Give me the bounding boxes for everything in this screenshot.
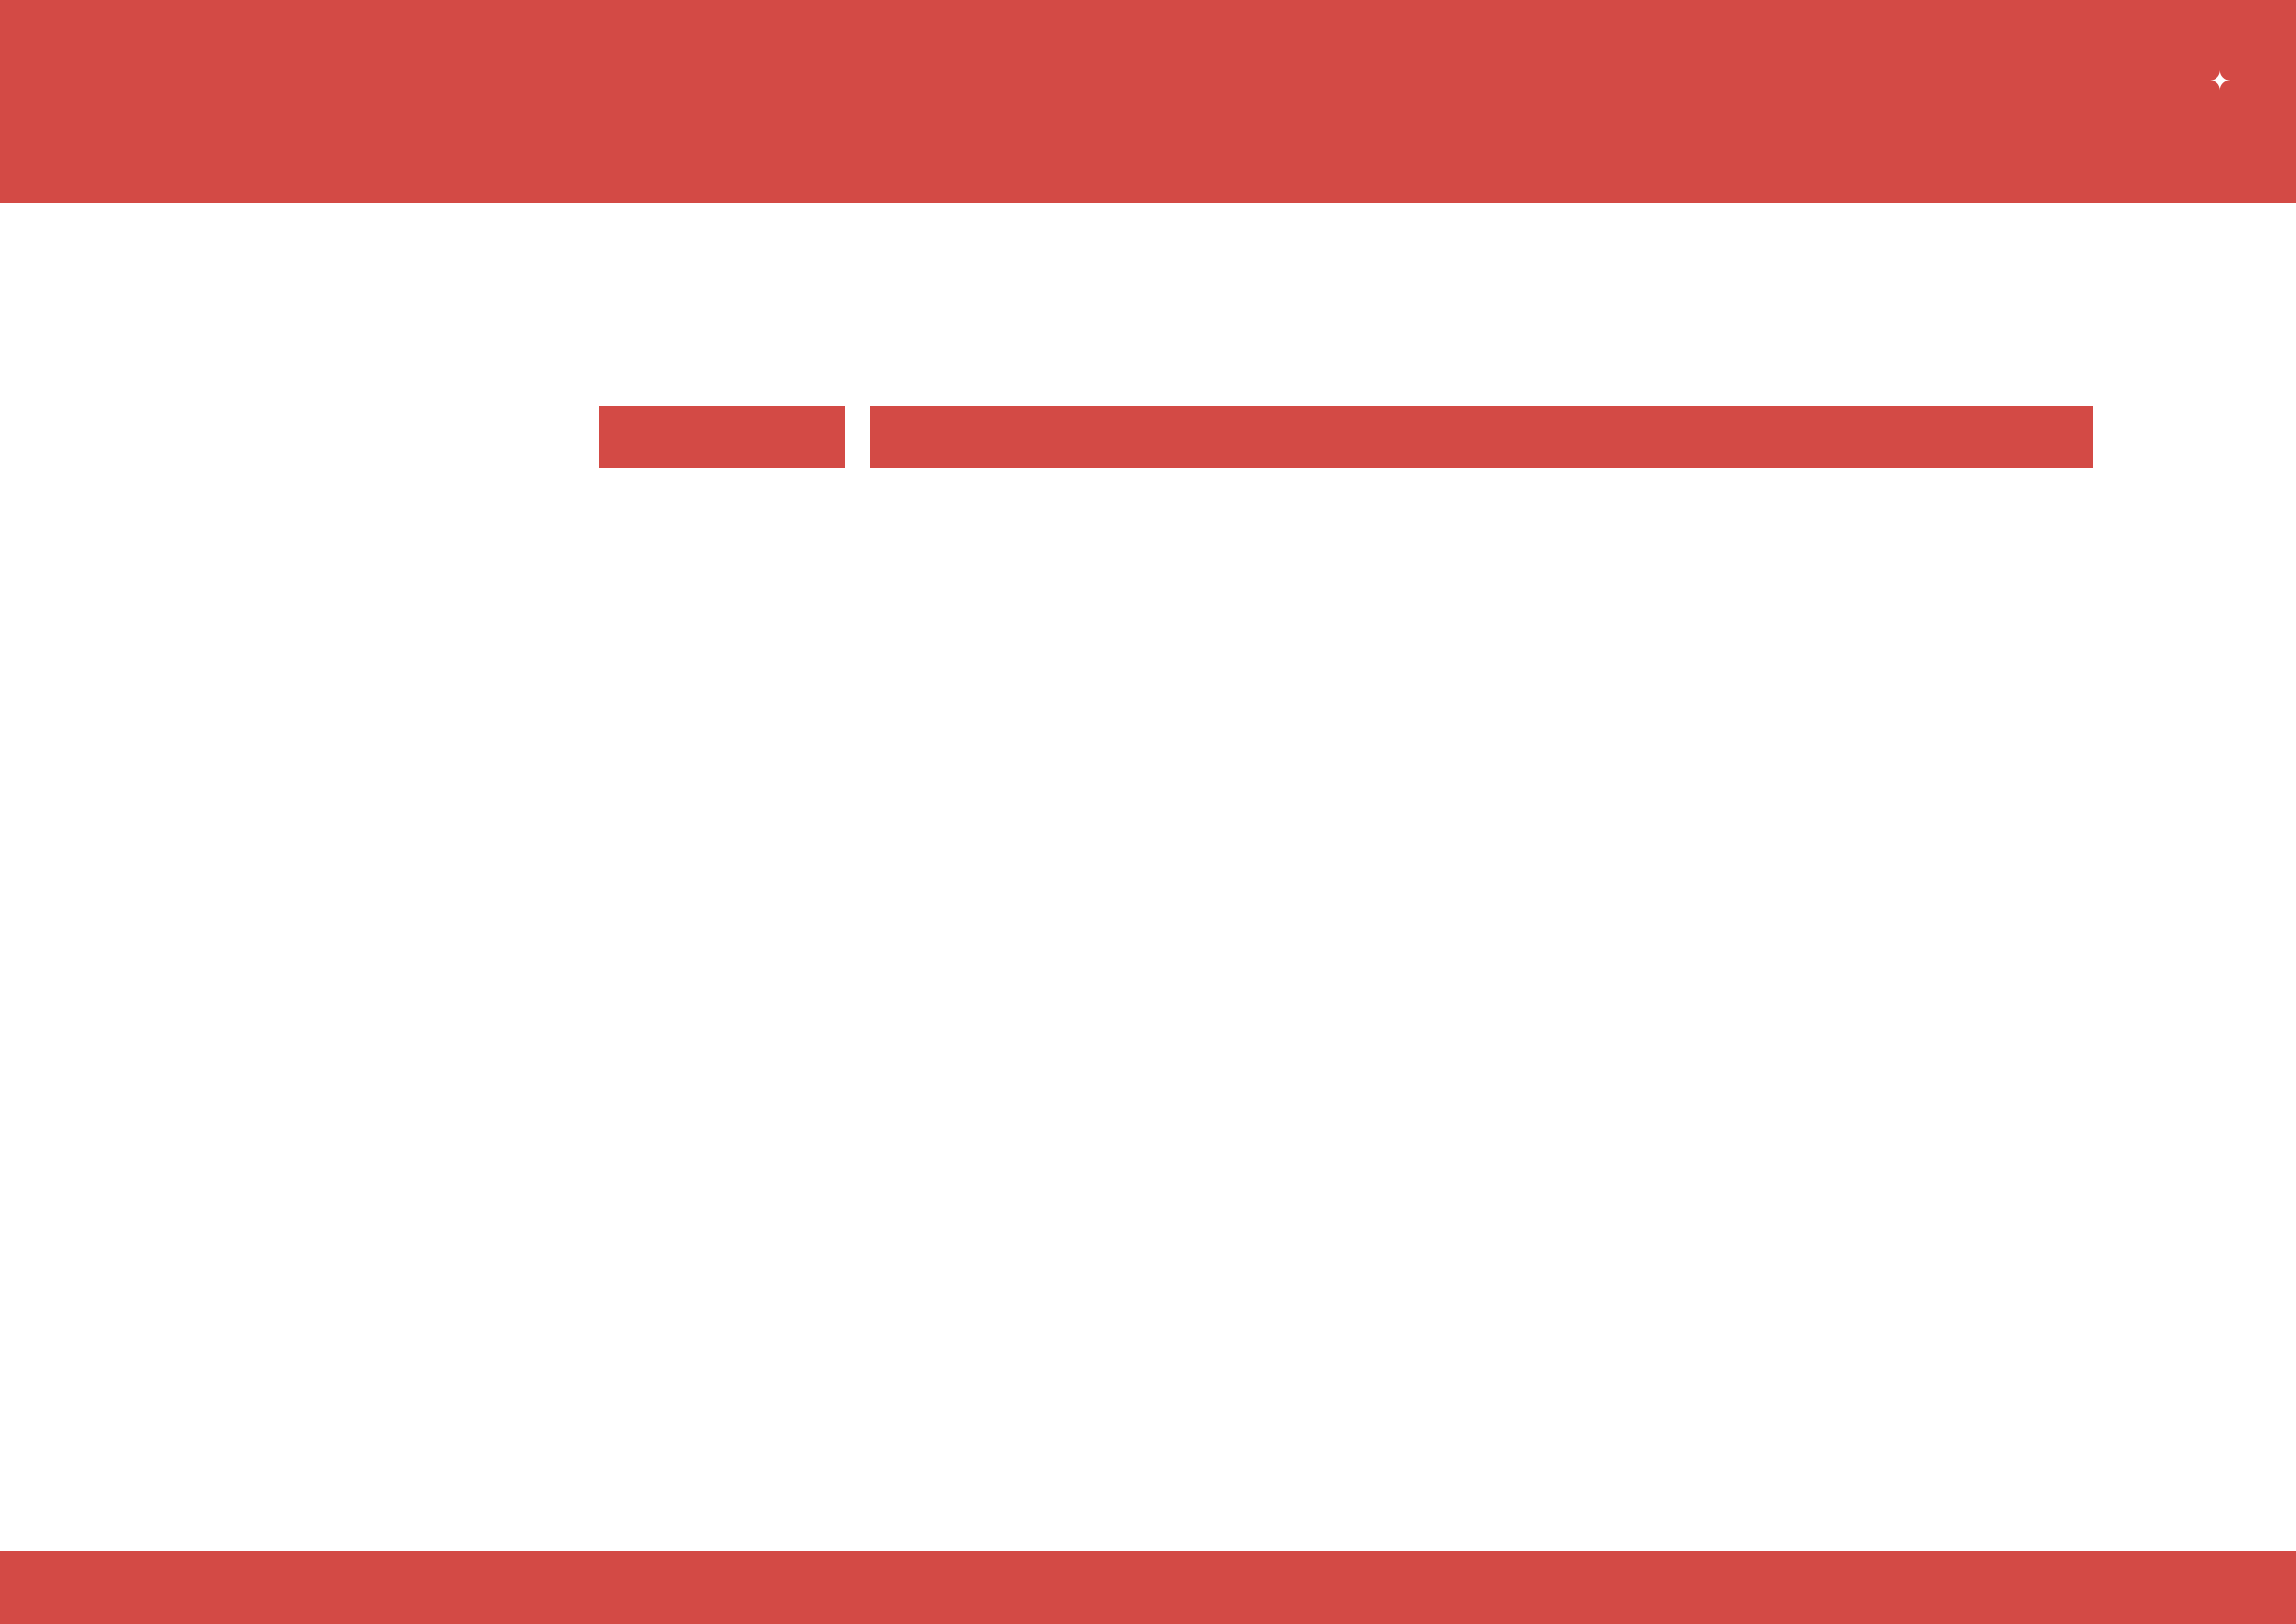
all-star-lanes-logo — [2091, 29, 2238, 172]
dish-contains-band — [870, 406, 2093, 468]
sparkle-icon: ✦ — [2209, 66, 2232, 96]
dish-is-band — [599, 406, 845, 468]
header-banner — [0, 0, 2296, 203]
footer-disclaimer — [0, 1551, 2296, 1624]
